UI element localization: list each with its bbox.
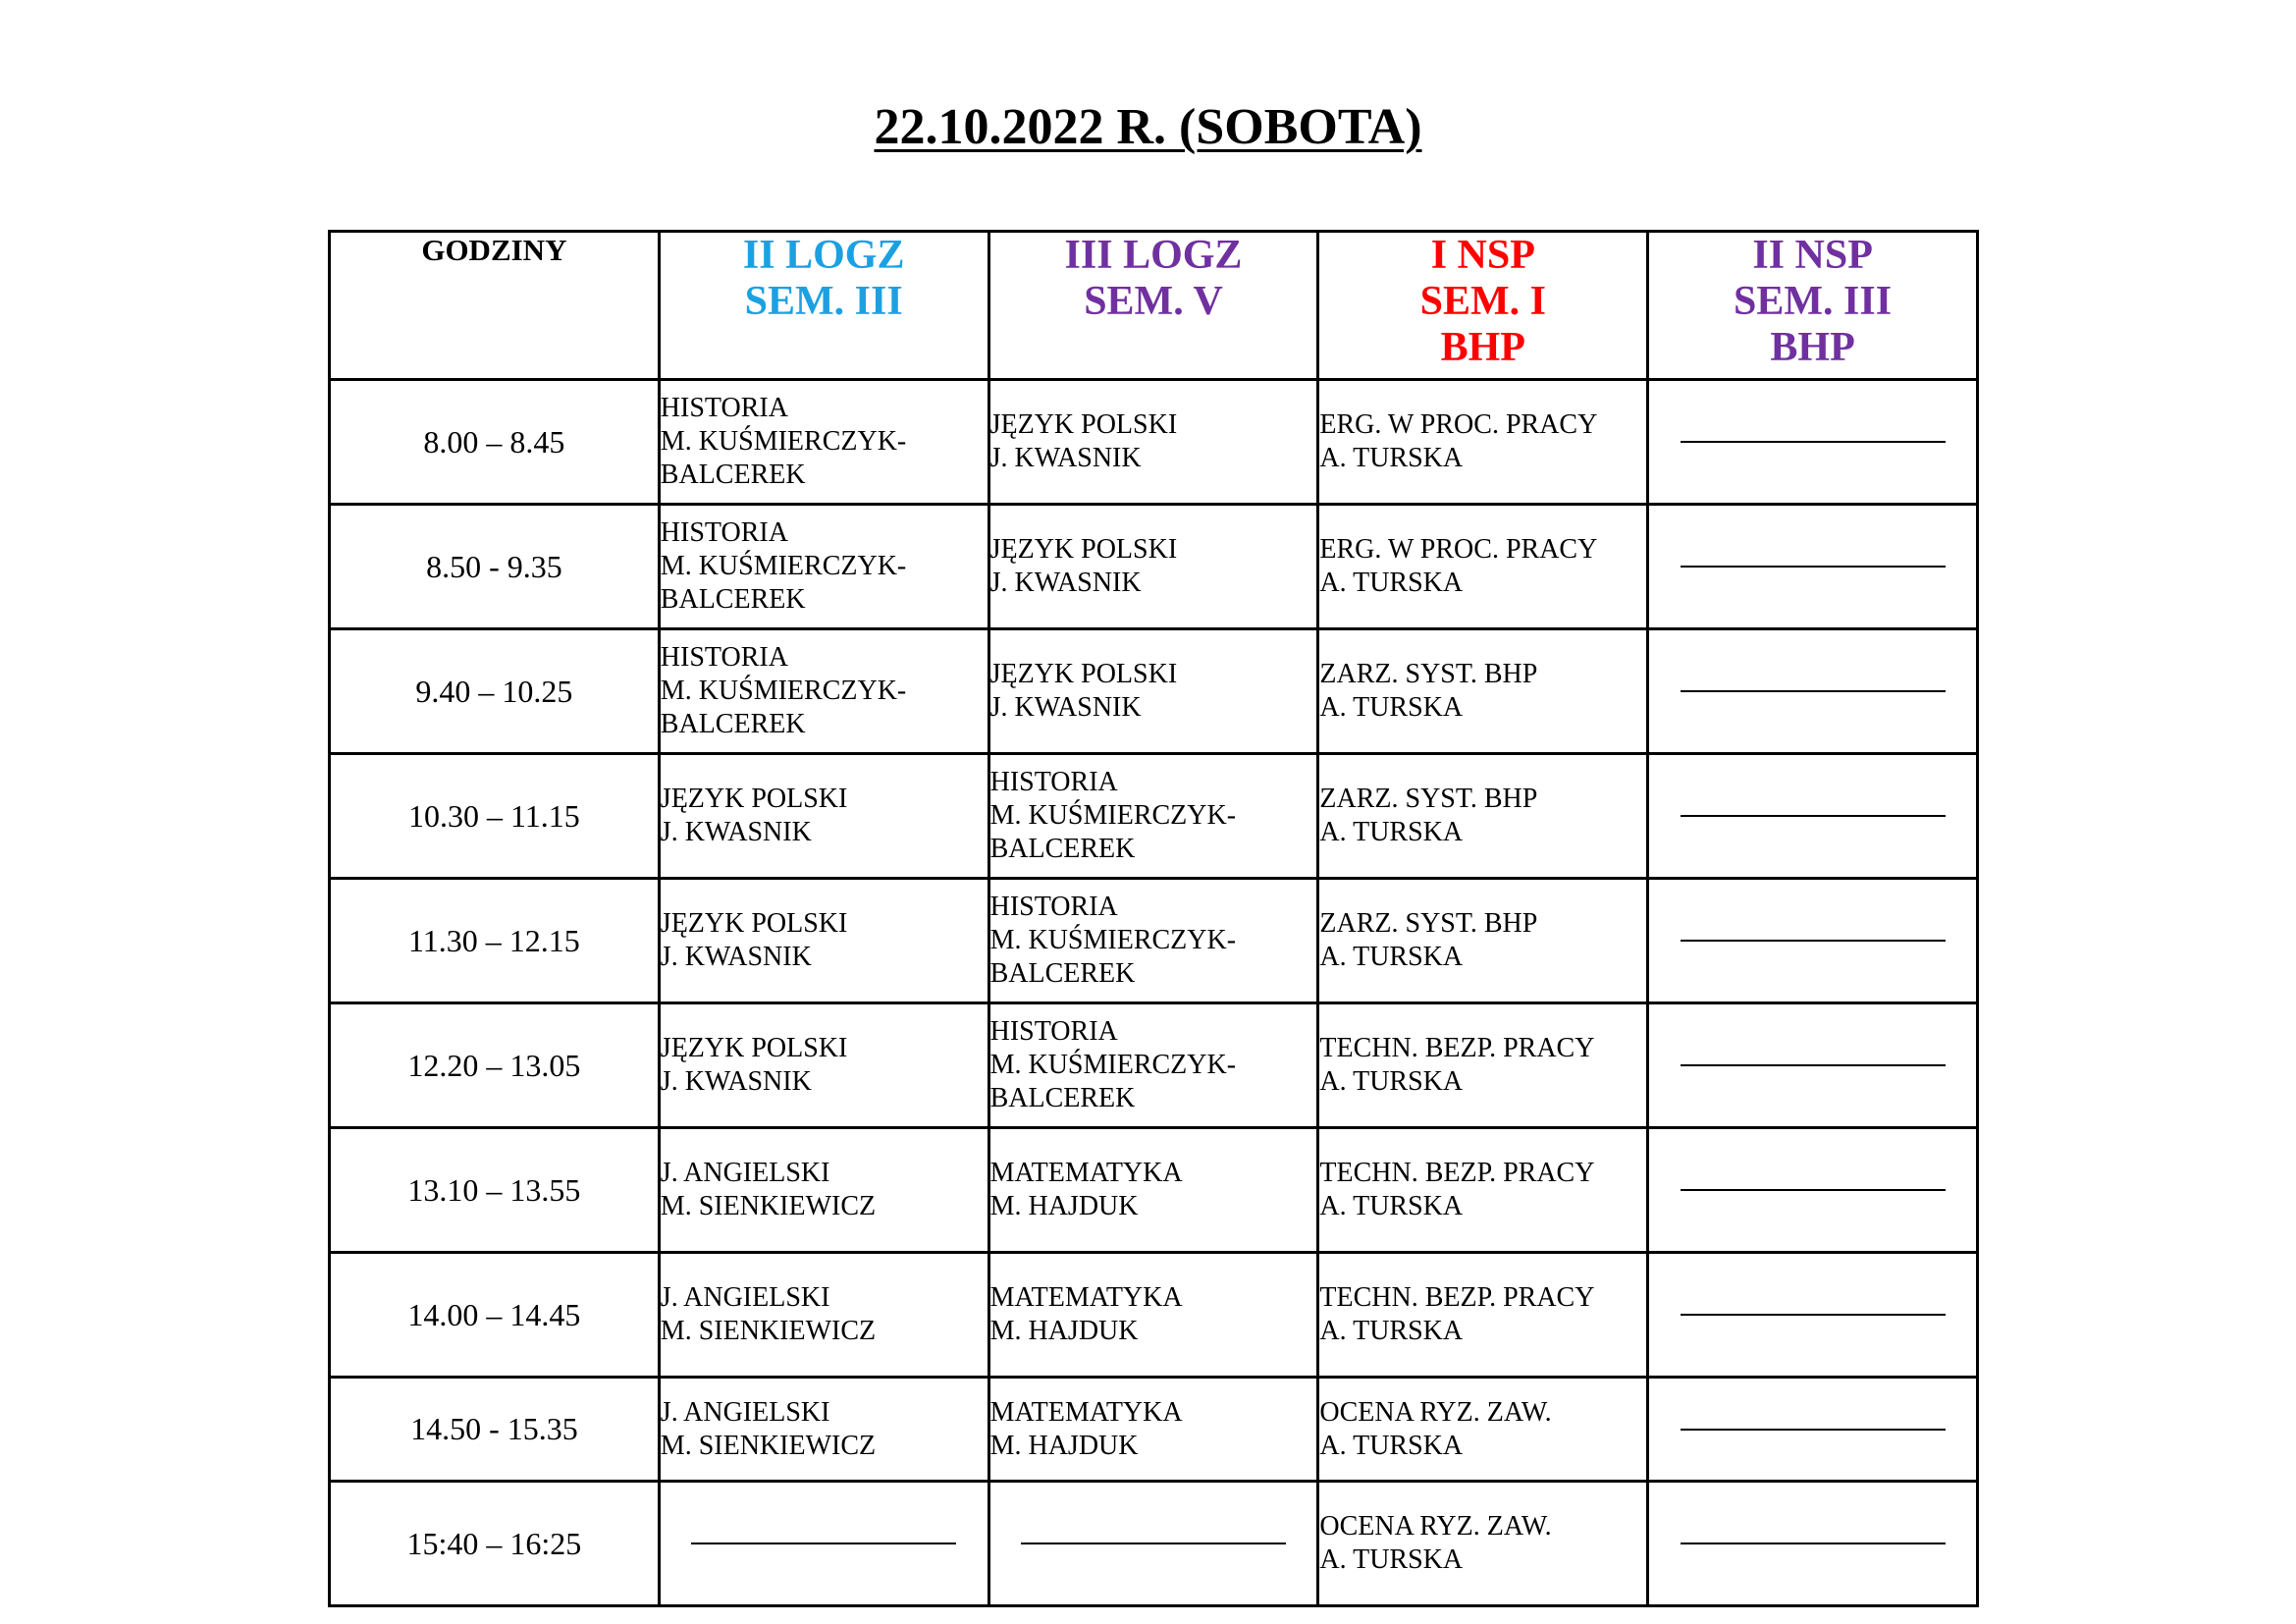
class-entry — [659, 505, 988, 629]
teacher-name: A. TURSKA — [1319, 692, 1464, 723]
table-row — [330, 1253, 1978, 1378]
empty-slot — [1648, 754, 1978, 879]
table-row — [330, 1128, 1978, 1253]
teacher-name: A. TURSKA — [1319, 1544, 1464, 1575]
subject-name: MATEMATYKA — [989, 1282, 1183, 1313]
empty-slot — [1648, 505, 1978, 629]
empty-slot-line — [1681, 1064, 1946, 1066]
group-header-line: I NSP — [1430, 233, 1535, 278]
table-row — [330, 505, 1978, 629]
group-header-line: SEM. I — [1419, 279, 1546, 324]
subject-name: ZARZ. SYST. BHP — [1319, 784, 1538, 814]
class-entry — [988, 505, 1318, 629]
class-entry — [1318, 1003, 1648, 1128]
group-header-1 — [988, 232, 1318, 380]
teacher-name: A. TURSKA — [1319, 568, 1464, 598]
empty-slot-line — [1681, 1429, 1946, 1431]
group-header-line: SEM. III — [1734, 279, 1893, 324]
teacher-name: J. KWASNIK — [989, 443, 1142, 473]
time-slot: 13.10 – 13.55 — [330, 1128, 660, 1253]
teacher-name: J. KWASNIK — [989, 568, 1142, 598]
teacher-name: M. HAJDUK — [989, 1430, 1139, 1461]
class-entry — [1318, 754, 1648, 879]
class-entry — [659, 754, 988, 879]
empty-slot-line — [1681, 1314, 1946, 1316]
class-entry — [1318, 629, 1648, 754]
class-entry — [659, 1378, 988, 1482]
empty-slot-line — [1021, 1543, 1286, 1544]
teacher-name: BALCEREK — [989, 834, 1136, 864]
empty-slot-line — [1681, 690, 1946, 692]
class-entry — [659, 1253, 988, 1378]
teacher-name: M. SIENKIEWICZ — [660, 1191, 877, 1221]
subject-name: ERG. W PROC. PRACY — [1319, 534, 1598, 565]
teacher-name: M. SIENKIEWICZ — [660, 1430, 877, 1461]
class-entry — [988, 380, 1318, 505]
subject-name: MATEMATYKA — [989, 1396, 1183, 1428]
class-entry — [659, 1128, 988, 1253]
class-entry — [988, 879, 1318, 1003]
teacher-name: BALCEREK — [989, 1083, 1136, 1113]
subject-name: JĘZYK POLSKI — [660, 908, 848, 939]
subject-name: JĘZYK POLSKI — [989, 659, 1178, 689]
teacher-name: J. KWASNIK — [989, 692, 1142, 723]
empty-slot-line — [1681, 566, 1946, 568]
subject-name: TECHN. BEZP. PRACY — [1319, 1158, 1595, 1188]
teacher-name: M. HAJDUK — [989, 1316, 1139, 1346]
group-header-line: II LOGZ — [742, 233, 905, 278]
schedule-body — [330, 380, 1978, 1606]
header-row — [330, 232, 1978, 380]
subject-name: MATEMATYKA — [989, 1158, 1183, 1188]
teacher-name: A. TURSKA — [1319, 1316, 1464, 1346]
subject-name: ZARZ. SYST. BHP — [1319, 908, 1538, 939]
class-entry — [659, 1003, 988, 1128]
page-title: 22.10.2022 R. (SOBOTA) — [874, 99, 1422, 155]
group-header-line: SEM. III — [744, 279, 903, 324]
table-row — [330, 1378, 1978, 1482]
subject-name: OCENA RYZ. ZAW. — [1319, 1396, 1552, 1428]
teacher-name: M. KUŚMIERCZYK- — [989, 925, 1237, 955]
table-row — [330, 879, 1978, 1003]
time-slot: 11.30 – 12.15 — [330, 879, 660, 1003]
class-entry — [988, 754, 1318, 879]
table-row — [330, 380, 1978, 505]
subject-name: HISTORIA — [660, 517, 788, 548]
subject-name: J. ANGIELSKI — [660, 1282, 830, 1313]
subject-name: JĘZYK POLSKI — [989, 409, 1178, 440]
teacher-name: A. TURSKA — [1319, 1066, 1464, 1097]
time-slot: 9.40 – 10.25 — [330, 629, 660, 754]
table-row — [330, 629, 1978, 754]
group-header-line: BHP — [1770, 325, 1855, 370]
group-header-line: BHP — [1440, 325, 1525, 370]
empty-slot-line — [1681, 940, 1946, 942]
teacher-name: M. KUŚMIERCZYK- — [660, 426, 907, 457]
teacher-name: M. SIENKIEWICZ — [660, 1316, 877, 1346]
teacher-name: BALCEREK — [660, 709, 806, 739]
class-entry — [1318, 380, 1648, 505]
subject-name: ZARZ. SYST. BHP — [1319, 659, 1538, 689]
group-header-line: III LOGZ — [1064, 233, 1243, 278]
empty-slot-line — [691, 1543, 956, 1544]
subject-name: JĘZYK POLSKI — [989, 534, 1178, 565]
teacher-name: BALCEREK — [660, 584, 806, 615]
class-entry — [988, 629, 1318, 754]
table-row — [330, 754, 1978, 879]
empty-slot-line — [1681, 1189, 1946, 1191]
class-entry — [988, 1128, 1318, 1253]
subject-name: HISTORIA — [660, 642, 788, 673]
subject-name: TECHN. BEZP. PRACY — [1319, 1282, 1595, 1313]
empty-slot — [1648, 629, 1978, 754]
teacher-name: A. TURSKA — [1319, 1430, 1464, 1461]
empty-slot — [1648, 1003, 1978, 1128]
empty-slot — [988, 1482, 1318, 1606]
teacher-name: M. KUŚMIERCZYK- — [660, 676, 907, 706]
group-header-2 — [1318, 232, 1648, 380]
class-entry — [659, 629, 988, 754]
time-slot: 10.30 – 11.15 — [330, 754, 660, 879]
class-entry — [988, 1003, 1318, 1128]
teacher-name: J. KWASNIK — [660, 817, 812, 847]
teacher-name: M. KUŚMIERCZYK- — [660, 551, 907, 581]
empty-slot — [1648, 1253, 1978, 1378]
class-entry — [659, 879, 988, 1003]
empty-slot — [1648, 1378, 1978, 1482]
empty-slot — [1648, 879, 1978, 1003]
teacher-name: A. TURSKA — [1319, 817, 1464, 847]
teacher-name: A. TURSKA — [1319, 1191, 1464, 1221]
subject-name: HISTORIA — [989, 767, 1118, 797]
group-header-line: SEM. V — [1084, 279, 1223, 324]
teacher-name: A. TURSKA — [1319, 942, 1464, 972]
class-entry — [659, 380, 988, 505]
class-entry — [1318, 505, 1648, 629]
subject-name: HISTORIA — [989, 1016, 1118, 1047]
subject-name: J. ANGIELSKI — [660, 1396, 830, 1428]
class-entry — [1318, 879, 1648, 1003]
subject-name: ERG. W PROC. PRACY — [1319, 409, 1598, 440]
empty-slot — [1648, 1128, 1978, 1253]
subject-name: OCENA RYZ. ZAW. — [1319, 1511, 1552, 1542]
group-header-0 — [659, 232, 988, 380]
teacher-name: M. KUŚMIERCZYK- — [989, 800, 1237, 831]
table-row — [330, 1003, 1978, 1128]
class-entry — [1318, 1253, 1648, 1378]
group-header-3 — [1648, 232, 1978, 380]
teacher-name: J. KWASNIK — [660, 1066, 812, 1097]
class-entry — [1318, 1128, 1648, 1253]
class-entry — [988, 1378, 1318, 1482]
group-header-line: II NSP — [1752, 233, 1873, 278]
empty-slot-line — [1681, 1543, 1946, 1544]
table-row — [330, 1482, 1978, 1606]
time-slot: 8.50 - 9.35 — [330, 505, 660, 629]
time-slot: 8.00 – 8.45 — [330, 380, 660, 505]
schedule-table — [328, 230, 1979, 1607]
empty-slot — [659, 1482, 988, 1606]
class-entry — [988, 1253, 1318, 1378]
subject-name: JĘZYK POLSKI — [660, 1033, 848, 1063]
teacher-name: BALCEREK — [660, 460, 806, 490]
subject-name: HISTORIA — [989, 892, 1118, 922]
teacher-name: M. HAJDUK — [989, 1191, 1139, 1221]
empty-slot — [1648, 1482, 1978, 1606]
teacher-name: BALCEREK — [989, 958, 1136, 989]
teacher-name: A. TURSKA — [1319, 443, 1464, 473]
subject-name: HISTORIA — [660, 393, 788, 423]
class-entry — [1318, 1378, 1648, 1482]
teacher-name: J. KWASNIK — [660, 942, 812, 972]
empty-slot — [1648, 380, 1978, 505]
teacher-name: M. KUŚMIERCZYK- — [989, 1050, 1237, 1080]
time-slot: 14.00 – 14.45 — [330, 1253, 660, 1378]
time-slot: 14.50 - 15.35 — [330, 1378, 660, 1482]
empty-slot-line — [1681, 441, 1946, 443]
class-entry — [1318, 1482, 1648, 1606]
time-slot: 12.20 – 13.05 — [330, 1003, 660, 1128]
hours-column-header: GODZINY — [330, 232, 660, 380]
time-slot: 15:40 – 16:25 — [330, 1482, 660, 1606]
empty-slot-line — [1681, 815, 1946, 817]
subject-name: TECHN. BEZP. PRACY — [1319, 1033, 1595, 1063]
subject-name: J. ANGIELSKI — [660, 1158, 830, 1188]
subject-name: JĘZYK POLSKI — [660, 784, 848, 814]
